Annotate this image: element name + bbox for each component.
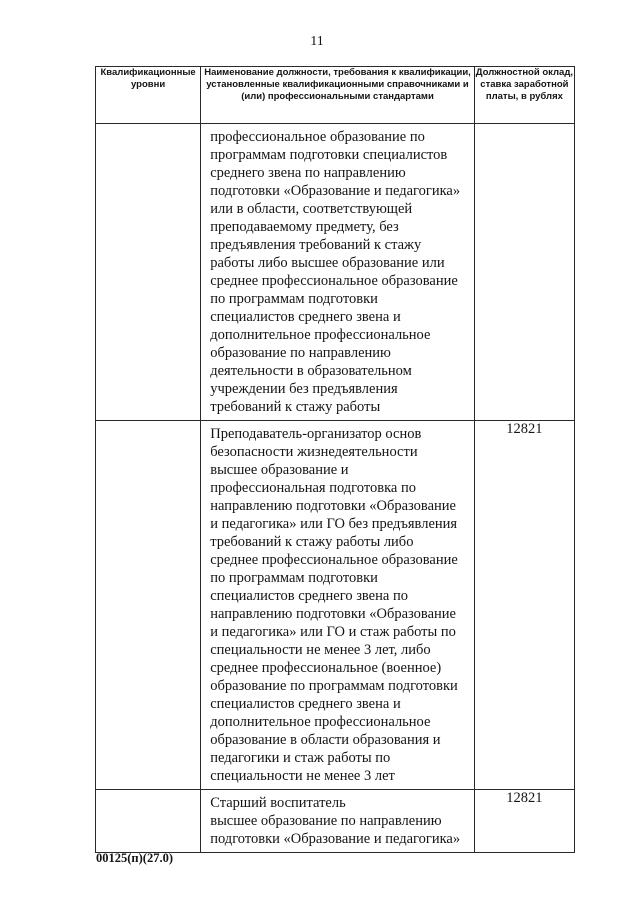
text-line: образование по направлению bbox=[210, 345, 391, 361]
text-line: высшее образование по направлению bbox=[210, 813, 442, 829]
text-line: среднее профессиональное (военное) bbox=[210, 660, 442, 676]
header-qualification-levels: Квалификационные уровни bbox=[96, 67, 201, 124]
text-line: работы либо высшее образование или bbox=[210, 255, 445, 271]
cell-salary: 12821 bbox=[474, 790, 574, 853]
text-line: безопасности жизнедеятельности bbox=[210, 444, 418, 460]
cell-salary bbox=[474, 124, 574, 421]
table-row bbox=[96, 124, 575, 421]
cell-level bbox=[96, 124, 201, 421]
text-line: предъявления требований к стажу bbox=[210, 237, 422, 253]
text-line: специалистов среднего звена и bbox=[210, 309, 401, 325]
text-line: специалистов среднего звена по bbox=[210, 588, 408, 604]
requirements-text bbox=[201, 421, 474, 789]
text-line: по программам подготовки bbox=[210, 291, 378, 307]
text-line: специальности не менее 3 лет bbox=[210, 768, 395, 784]
document-code: 00125(п)(27.0) bbox=[96, 851, 173, 865]
text-line: профессиональное образование по bbox=[210, 129, 425, 145]
table-header-row bbox=[96, 67, 575, 124]
text-line: педагогики и стаж работы по bbox=[210, 750, 391, 766]
cell-level bbox=[96, 790, 201, 853]
text-line: и педагогика» или ГО без предъявления bbox=[210, 516, 458, 532]
text-line: Преподаватель-организатор основ bbox=[210, 426, 422, 442]
text-line: деятельности в образовательном bbox=[210, 363, 412, 379]
table-row bbox=[96, 421, 575, 790]
text-line: дополнительное профессиональное bbox=[210, 714, 431, 730]
text-line: высшее образование и bbox=[210, 462, 349, 478]
text-line: направлению подготовки «Образование bbox=[210, 606, 456, 622]
cell-requirements bbox=[201, 421, 475, 790]
text-line: подготовки «Образование и педагогика» bbox=[210, 183, 461, 199]
text-line: требований к стажу работы bbox=[210, 399, 381, 415]
requirements-text bbox=[201, 124, 474, 420]
cell-requirements bbox=[201, 790, 475, 853]
text-line: специалистов среднего звена и bbox=[210, 696, 401, 712]
text-line: и педагогика» или ГО и стаж работы по bbox=[210, 624, 456, 640]
text-line: образование в области образования и bbox=[210, 732, 441, 748]
text-line: Старший воспитатель bbox=[210, 795, 346, 811]
requirements-text bbox=[201, 790, 474, 852]
header-salary: Должностной оклад, ставка заработной платы, в рублях bbox=[474, 67, 574, 124]
text-line: или в области, соответствующей bbox=[210, 201, 413, 217]
qualification-table bbox=[95, 66, 575, 853]
text-line: подготовки «Образование и педагогика» bbox=[210, 831, 461, 847]
cell-requirements bbox=[201, 124, 475, 421]
cell-salary: 12821 bbox=[474, 421, 574, 790]
text-line: среднего звена по направлению bbox=[210, 165, 406, 181]
text-line: по программам подготовки bbox=[210, 570, 378, 586]
text-line: направлению подготовки «Образование bbox=[210, 498, 456, 514]
text-line: среднее профессиональное образование bbox=[210, 552, 458, 568]
table-row bbox=[96, 790, 575, 853]
header-position-requirements: Наименование должности, требования к квалификации, установленные квалификационными справочниками и (или) профессиональными стандартами bbox=[201, 67, 475, 124]
text-line: преподаваемому предмету, без bbox=[210, 219, 399, 235]
text-line: среднее профессиональное образование bbox=[210, 273, 458, 289]
text-line: дополнительное профессиональное bbox=[210, 327, 431, 343]
page-number: 11 bbox=[310, 34, 324, 49]
text-line: программам подготовки специалистов bbox=[210, 147, 448, 163]
text-line: требований к стажу работы либо bbox=[210, 534, 414, 550]
text-line: учреждении без предъявления bbox=[210, 381, 398, 397]
cell-level bbox=[96, 421, 201, 790]
text-line: профессиональная подготовка по bbox=[210, 480, 416, 496]
text-line: образование по программам подготовки bbox=[210, 678, 458, 694]
text-line: специальности не менее 3 лет, либо bbox=[210, 642, 431, 658]
